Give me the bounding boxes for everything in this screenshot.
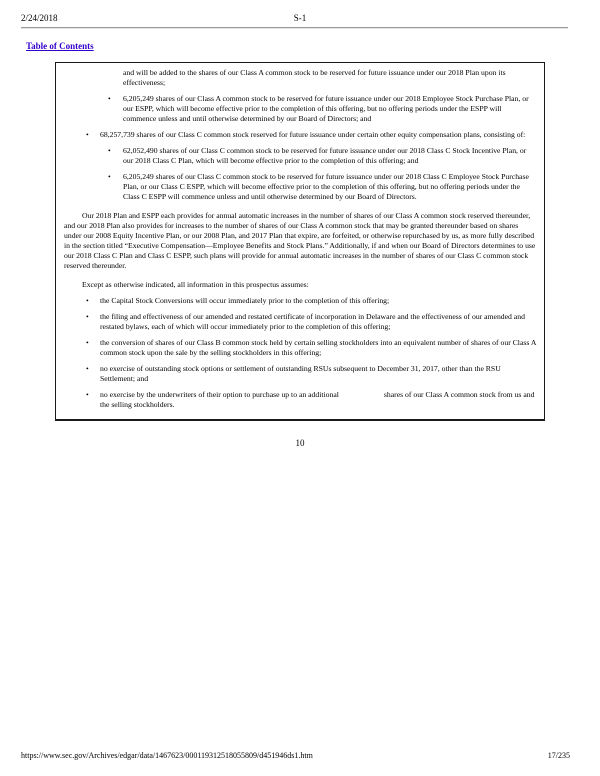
bullet-icon: • bbox=[86, 364, 89, 373]
list-item-text: the Capital Stock Conversions will occur immediately prior to the completion of this offering; bbox=[100, 296, 390, 305]
list-item-text: 6,205,249 shares of our Class A common stock to be reserved for future issuance under our 2018 Employee Stock Purchase Plan, or our ESPP, which will become effective prior to the completion of this offering, but no offering periods under the ESPP will commence unless and until otherwise determined by our Board of Directors; and bbox=[123, 94, 529, 123]
body-paragraph: Our 2018 Plan and ESPP each provides for annual automatic increases in the number of shares of our Class A common stock reserved thereunder, and our 2018 Plan also provides for increases to the number of shares of our Class A common stock that may be granted thereunder based on shares under our 2008 Equity Incentive Plan, or our 2008 Plan, and 2017 Plan that expire, are forfeited, or otherwise repurchased by us, as more fully described in the section titled “Executive Compensation—Employee Benefits and Stock Plans.” Additionally, if and when our Board of Directors determines to use our 2018 Class C Plan and Class C ESPP, such plans will provide for annual automatic increases in the number of shares of our Class C common stock reserved thereunder. bbox=[64, 211, 536, 270]
list-item-text: 62,052,490 shares of our Class C common stock to be reserved for future issuance under our 2018 Class C Stock Incentive Plan, or our 2018 Class C Plan, which will become effective prior to the completion of this offering; and bbox=[123, 146, 527, 165]
table-of-contents-link[interactable]: Table of Contents bbox=[26, 41, 94, 51]
list-item bbox=[64, 312, 536, 332]
bullet-icon: • bbox=[86, 312, 89, 321]
list-item-text: 68,257,739 shares of our Class C common stock reserved for future issuance under certain other equity compensation plans, consisting of: bbox=[100, 130, 526, 139]
bullet-icon: • bbox=[108, 146, 111, 155]
header-divider bbox=[21, 27, 568, 29]
list-item-text: the conversion of shares of our Class B common stock held by certain selling stockholders into an equivalent number of shares of our Class A common stock upon the sale by the selling stockholders in this offering; bbox=[100, 338, 536, 357]
list-item bbox=[64, 364, 536, 384]
bullet-icon: • bbox=[86, 338, 89, 347]
bullet-icon: • bbox=[108, 172, 111, 181]
header-doc-type: S-1 bbox=[293, 13, 307, 23]
list-item-text: the filing and effectiveness of our amended and restated certificate of incorporation in Delaware and the effectiveness of our amended and restated bylaws, each of which will occur immediately prior to the completion of this offering; bbox=[100, 312, 525, 331]
list-item bbox=[64, 94, 536, 124]
list-item bbox=[64, 146, 536, 166]
list-item bbox=[64, 390, 536, 410]
assumptions-lead-paragraph: Except as otherwise indicated, all information in this prospectus assumes: bbox=[82, 280, 309, 289]
header-date: 2/24/2018 bbox=[21, 13, 58, 23]
bullet-icon: • bbox=[108, 94, 111, 103]
footer-source-url: https://www.sec.gov/Archives/edgar/data/1467623/000119312518055809/d451946ds1.htm bbox=[21, 751, 313, 760]
list-item-text: no exercise of outstanding stock options or settlement of outstanding RSUs subsequent to December 31, 2017, other than the RSU Settlement; and bbox=[100, 364, 501, 383]
list-item-text-pre: no exercise by the underwriters of their option to purchase up to an additional bbox=[100, 390, 339, 399]
list-item bbox=[64, 130, 536, 140]
bullet-icon: • bbox=[86, 390, 89, 399]
page-number: 10 bbox=[295, 438, 305, 448]
continuation-paragraph: and will be added to the shares of our Class A common stock to be reserved for future issuance under our 2018 Plan upon its effectiveness; bbox=[123, 68, 506, 87]
list-item-text: 6,205,249 shares of our Class C common stock to be reserved for future issuance under our 2018 Class C Employee Stock Purchase Plan, or our Class C ESPP, which will become effective prior to the completion of this offering, but no offering periods under the Class C ESPP will commence unless and until otherwise determined by our Board of Directors. bbox=[123, 172, 529, 201]
list-item bbox=[64, 296, 536, 306]
footer-page-indicator: 17/235 bbox=[547, 751, 570, 760]
bullet-icon: • bbox=[86, 296, 89, 305]
list-item bbox=[64, 172, 536, 202]
list-item bbox=[64, 338, 536, 358]
list-item-text-post: shares of our Class A common stock from us and the selling stockholders. bbox=[100, 390, 535, 409]
prospectus-text-box bbox=[55, 62, 545, 421]
bullet-icon: • bbox=[86, 130, 89, 139]
